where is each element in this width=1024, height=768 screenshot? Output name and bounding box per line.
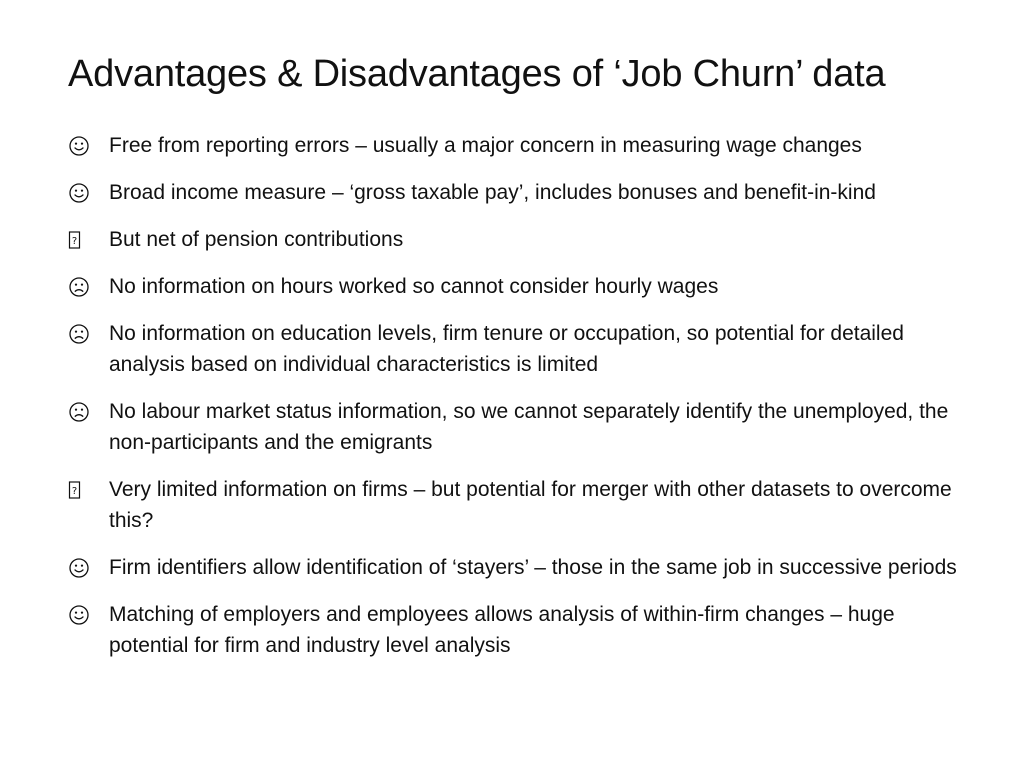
svg-text:?: ? xyxy=(71,485,78,497)
bullet-text: But net of pension contributions xyxy=(109,228,404,251)
smiley-face-icon xyxy=(68,552,109,583)
bullet-text: No information on education levels, firm tenure or occupation, so potential for detailed analysis based on individual characteristics is limited xyxy=(109,322,904,376)
bullet-text: Very limited information on firms – but potential for merger with other datasets to overcome this? xyxy=(109,478,952,532)
smiley-face-icon xyxy=(68,130,109,161)
frowning-face-icon xyxy=(68,396,109,427)
bullet-item xyxy=(68,474,958,536)
svg-text:?: ? xyxy=(71,235,78,247)
frowning-face-icon xyxy=(68,318,109,349)
bullet-item xyxy=(68,130,958,161)
bullet-text: No information on hours worked so cannot consider hourly wages xyxy=(109,275,719,298)
bullet-text: Free from reporting errors – usually a major concern in measuring wage changes xyxy=(109,134,862,157)
bullet-text: Broad income measure – ‘gross taxable pay’, includes bonuses and benefit-in-kind xyxy=(109,181,876,204)
bullet-item xyxy=(68,177,958,208)
missing-glyph-icon xyxy=(68,474,109,505)
bullet-item xyxy=(68,318,958,380)
bullet-item xyxy=(68,224,958,255)
missing-glyph-icon xyxy=(68,224,109,255)
bullet-item xyxy=(68,599,958,661)
bullet-text: No labour market status information, so we cannot separately identify the unemployed, the non-participants and the emigrants xyxy=(109,400,949,454)
smiley-face-icon xyxy=(68,599,109,630)
frowning-face-icon xyxy=(68,271,109,302)
bullet-item xyxy=(68,552,958,583)
bullet-text: Firm identifiers allow identification of ‘stayers’ – those in the same job in successive periods xyxy=(109,556,957,579)
bullet-text: Matching of employers and employees allows analysis of within-firm changes – huge potential for firm and industry level analysis xyxy=(109,603,895,657)
bullet-list xyxy=(68,130,958,677)
bullet-item xyxy=(68,271,958,302)
smiley-face-icon xyxy=(68,177,109,208)
bullet-item xyxy=(68,396,958,458)
slide-title: Advantages & Disadvantages of ‘Job Churn’ data xyxy=(68,53,886,95)
